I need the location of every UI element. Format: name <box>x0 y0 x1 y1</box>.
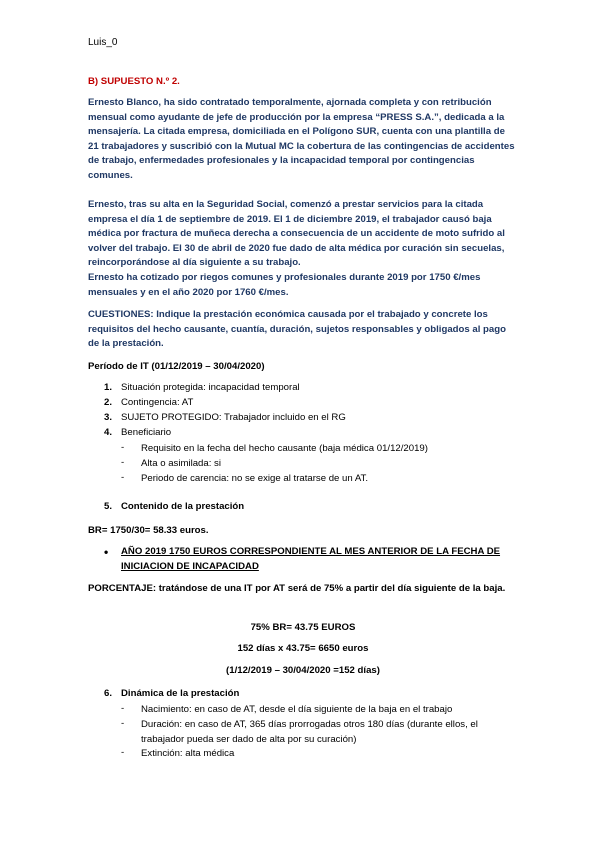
intro-paragraph-3: Ernesto ha cotizado por riegos comunes y profesionales durante 2019 por 1750 €/mes mensuales y en el año 2020 por 1760 €/mes. <box>88 272 481 298</box>
base-reguladora: BR= 1750/30= 58.33 euros. <box>88 525 209 536</box>
section-title: B) SUPUESTO N.º 2. <box>88 76 180 87</box>
dash-marker: - <box>121 747 125 758</box>
dash-marker: - <box>121 703 125 714</box>
porcentaje-paragraph: PORCENTAJE: tratándose de una IT por AT será de 75% a partir del día siguiente de la baja. <box>88 583 506 594</box>
sublist-item: Extinción: alta médica <box>141 748 235 759</box>
questions-paragraph: CUESTIONES: Indique la prestación económica causada por el trabajado y concrete los requisitos del hecho causante, cuantía, duración, sujetos responsables y obligados al pago de la prestación. <box>88 309 506 350</box>
sublist-item: Requisito en la fecha del hecho causante (baja médica 01/12/2019) <box>141 443 428 454</box>
sublist-item: Periodo de carencia: no se exige al tratarse de un AT. <box>141 473 369 484</box>
page-header-author: Luis_0 <box>88 37 118 48</box>
sublist-item: Alta o asimilada: si <box>141 458 221 469</box>
intro-paragraph-1: Ernesto Blanco, ha sido contratado temporalmente, ajornada completa y con retribución mensual como ayudante de jefe de producción por la empresa “PRESS S.A.”, dedicada a la mensajería. La citada empresa, domiciliada en el Polígono SUR, cuenta con una plantilla de 21 trabajadores y suscribió con la Mutual MC la cobertura de las contingencias de accidentes de trabajo, enfermedades profesionales y la incapacidad temporal por contingencias comunes. <box>88 97 515 181</box>
list-number: 5. <box>104 501 113 512</box>
sublist-item: Duración: en caso de AT, 365 días prorrogadas otros 180 días (durante ellos, el trabajador pueda ser dado de alta por su curación) <box>141 719 478 745</box>
dash-marker: - <box>121 718 125 729</box>
calc-line-3: (1/12/2019 – 30/04/2020 =152 días) <box>226 665 380 676</box>
list-number: 4. <box>104 427 113 438</box>
list-number: 3. <box>104 412 113 423</box>
period-heading: Período de IT (01/12/2019 – 30/04/2020) <box>88 361 265 372</box>
list-item: Situación protegida: incapacidad temporal <box>121 382 300 393</box>
list-item: Contingencia: AT <box>121 397 194 408</box>
bullet-icon: • <box>104 545 109 559</box>
section-heading-dinamica: Dinámica de la prestación <box>121 688 240 699</box>
intro-paragraph-2: Ernesto, tras su alta en la Seguridad Social, comenzó a prestar servicios para la citada empresa el día 1 de septiembre de 2019. El 1 de diciembre 2019, el trabajador causó baja médica por fractura de muñeca derecha a consecuencia de un accidente de moto sufrido al volver del trabajo. El 30 de abril de 2020 fue dado de alta médica por curación sin secuelas, reincorporándose al día siguiente a su trabajo. <box>88 199 505 269</box>
calc-line-2: 152 días x 43.75= 6650 euros <box>237 643 369 654</box>
sublist-item: Nacimiento: en caso de AT, desde el día siguiente de la baja en el trabajo <box>141 704 453 715</box>
calc-line-1: 75% BR= 43.75 EUROS <box>250 622 356 633</box>
dash-marker: - <box>121 457 125 468</box>
list-item: SUJETO PROTEGIDO: Trabajador incluido en el RG <box>121 412 346 423</box>
section-heading-contenido: Contenido de la prestación <box>121 501 245 512</box>
year-bullet-text: AÑO 2019 1750 EUROS CORRESPONDIENTE AL MES ANTERIOR DE LA FECHA DE INICIACION DE INCAPACIDAD <box>121 546 501 572</box>
list-item: Beneficiario <box>121 427 172 438</box>
dash-marker: - <box>121 442 125 453</box>
dash-marker: - <box>121 472 125 483</box>
list-number: 6. <box>104 688 113 699</box>
list-number: 1. <box>104 382 113 393</box>
list-number: 2. <box>104 397 113 408</box>
